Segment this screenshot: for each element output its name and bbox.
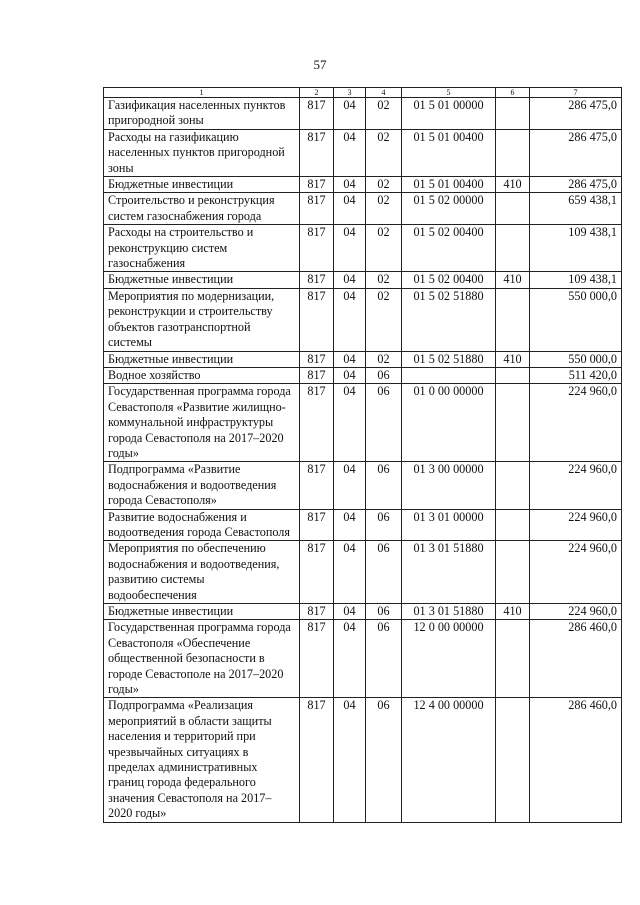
amount: 224 960,0 <box>530 509 622 541</box>
amount: 224 960,0 <box>530 541 622 604</box>
section-code: 04 <box>334 225 366 272</box>
target-article-code: 01 5 01 00400 <box>402 177 496 193</box>
subsection-code: 06 <box>366 509 402 541</box>
target-article-code: 01 3 01 51880 <box>402 604 496 620</box>
table-row <box>104 604 622 620</box>
subsection-code: 06 <box>366 367 402 383</box>
ministry-code: 817 <box>300 509 334 541</box>
target-article-code: 01 3 01 51880 <box>402 541 496 604</box>
header-cell: 2 <box>300 88 334 98</box>
header-cell: 1 <box>104 88 300 98</box>
target-article-code: 01 5 01 00400 <box>402 129 496 176</box>
header-cell: 3 <box>334 88 366 98</box>
amount: 109 438,1 <box>530 225 622 272</box>
row-name: Подпрограмма «Развитие водоснабжения и водоотведения города Севастополя» <box>104 462 300 509</box>
expense-type-code: 410 <box>496 604 530 620</box>
budget-table <box>103 87 622 823</box>
ministry-code: 817 <box>300 698 334 822</box>
table-row <box>104 509 622 541</box>
expense-type-code: 410 <box>496 272 530 288</box>
subsection-code: 02 <box>366 193 402 225</box>
expense-type-code <box>496 288 530 351</box>
page-number: 57 <box>313 57 327 72</box>
row-name: Водное хозяйство <box>104 367 300 383</box>
section-code: 04 <box>334 98 366 130</box>
table-row <box>104 177 622 193</box>
row-name: Мероприятия по обеспечению водоснабжения и водоотведения, развитию системы водообеспечения <box>104 541 300 604</box>
subsection-code: 02 <box>366 177 402 193</box>
header-cell: 4 <box>366 88 402 98</box>
target-article-code: 01 3 00 00000 <box>402 462 496 509</box>
row-name: Государственная программа города Севастополя «Развитие жилищно-коммунальной инфраструктуры города Севастополя на 2017–2020 годы» <box>104 384 300 462</box>
table-body <box>104 98 622 823</box>
section-code: 04 <box>334 272 366 288</box>
amount: 286 460,0 <box>530 698 622 822</box>
expense-type-code <box>496 129 530 176</box>
table-row <box>104 462 622 509</box>
amount: 659 438,1 <box>530 193 622 225</box>
target-article-code: 01 5 02 51880 <box>402 288 496 351</box>
expense-type-code <box>496 225 530 272</box>
subsection-code: 02 <box>366 351 402 367</box>
row-name: Бюджетные инвестиции <box>104 272 300 288</box>
table-row <box>104 225 622 272</box>
section-code: 04 <box>334 288 366 351</box>
ministry-code: 817 <box>300 351 334 367</box>
section-code: 04 <box>334 509 366 541</box>
table-row <box>104 288 622 351</box>
target-article-code: 01 3 01 00000 <box>402 509 496 541</box>
expense-type-code <box>496 98 530 130</box>
ministry-code: 817 <box>300 288 334 351</box>
subsection-code: 06 <box>366 604 402 620</box>
row-name: Государственная программа города Севастополя «Обеспечение общественной безопасности в городе Севастополе на 2017–2020 годы» <box>104 620 300 698</box>
subsection-code: 02 <box>366 288 402 351</box>
row-name: Подпрограмма «Реализация мероприятий в области защиты населения и территорий при чрезвычайных ситуациях в пределах административных границ города федерального значения Севастополя на 2017–2020 годы» <box>104 698 300 822</box>
amount: 224 960,0 <box>530 384 622 462</box>
expense-type-code <box>496 541 530 604</box>
ministry-code: 817 <box>300 384 334 462</box>
target-article-code: 01 5 02 00400 <box>402 225 496 272</box>
section-code: 04 <box>334 177 366 193</box>
ministry-code: 817 <box>300 604 334 620</box>
ministry-code: 817 <box>300 98 334 130</box>
section-code: 04 <box>334 351 366 367</box>
amount: 511 420,0 <box>530 367 622 383</box>
amount: 224 960,0 <box>530 462 622 509</box>
ministry-code: 817 <box>300 129 334 176</box>
row-name: Бюджетные инвестиции <box>104 177 300 193</box>
table-row <box>104 98 622 130</box>
table-row <box>104 367 622 383</box>
row-name: Строительство и реконструкция систем газоснабжения города <box>104 193 300 225</box>
subsection-code: 02 <box>366 225 402 272</box>
target-article-code: 01 5 02 51880 <box>402 351 496 367</box>
table-row <box>104 384 622 462</box>
amount: 286 475,0 <box>530 177 622 193</box>
table-row <box>104 541 622 604</box>
target-article-code: 01 0 00 00000 <box>402 384 496 462</box>
amount: 286 475,0 <box>530 129 622 176</box>
amount: 550 000,0 <box>530 351 622 367</box>
table-row <box>104 272 622 288</box>
subsection-code: 02 <box>366 129 402 176</box>
row-name: Мероприятия по модернизации, реконструкции и строительству объектов газотранспортной системы <box>104 288 300 351</box>
row-name: Расходы на газификацию населенных пунктов пригородной зоны <box>104 129 300 176</box>
expense-type-code: 410 <box>496 351 530 367</box>
expense-type-code: 410 <box>496 177 530 193</box>
target-article-code: 01 5 02 00400 <box>402 272 496 288</box>
row-name: Газификация населенных пунктов пригородной зоны <box>104 98 300 130</box>
row-name: Бюджетные инвестиции <box>104 351 300 367</box>
amount: 550 000,0 <box>530 288 622 351</box>
ministry-code: 817 <box>300 193 334 225</box>
target-article-code: 01 5 02 00000 <box>402 193 496 225</box>
target-article-code: 12 0 00 00000 <box>402 620 496 698</box>
column-number-header <box>104 88 622 98</box>
subsection-code: 02 <box>366 98 402 130</box>
subsection-code: 06 <box>366 541 402 604</box>
target-article-code <box>402 367 496 383</box>
header-cell: 7 <box>530 88 622 98</box>
expense-type-code <box>496 620 530 698</box>
amount: 286 475,0 <box>530 98 622 130</box>
target-article-code: 01 5 01 00000 <box>402 98 496 130</box>
header-cell: 6 <box>496 88 530 98</box>
expense-type-code <box>496 462 530 509</box>
row-name: Расходы на строительство и реконструкцию систем газоснабжения <box>104 225 300 272</box>
table-row <box>104 351 622 367</box>
subsection-code: 06 <box>366 698 402 822</box>
table-row <box>104 129 622 176</box>
subsection-code: 02 <box>366 272 402 288</box>
section-code: 04 <box>334 367 366 383</box>
row-name: Бюджетные инвестиции <box>104 604 300 620</box>
section-code: 04 <box>334 604 366 620</box>
expense-type-code <box>496 384 530 462</box>
table-row <box>104 193 622 225</box>
section-code: 04 <box>334 620 366 698</box>
section-code: 04 <box>334 384 366 462</box>
section-code: 04 <box>334 193 366 225</box>
ministry-code: 817 <box>300 272 334 288</box>
expense-type-code <box>496 367 530 383</box>
section-code: 04 <box>334 129 366 176</box>
target-article-code: 12 4 00 00000 <box>402 698 496 822</box>
header-cell: 5 <box>402 88 496 98</box>
ministry-code: 817 <box>300 541 334 604</box>
section-code: 04 <box>334 462 366 509</box>
expense-type-code <box>496 698 530 822</box>
expense-type-code <box>496 509 530 541</box>
amount: 224 960,0 <box>530 604 622 620</box>
ministry-code: 817 <box>300 620 334 698</box>
amount: 286 460,0 <box>530 620 622 698</box>
subsection-code: 06 <box>366 384 402 462</box>
ministry-code: 817 <box>300 462 334 509</box>
ministry-code: 817 <box>300 367 334 383</box>
row-name: Развитие водоснабжения и водоотведения города Севастополя <box>104 509 300 541</box>
subsection-code: 06 <box>366 620 402 698</box>
table-row <box>104 698 622 822</box>
amount: 109 438,1 <box>530 272 622 288</box>
ministry-code: 817 <box>300 225 334 272</box>
table-row <box>104 620 622 698</box>
expense-type-code <box>496 193 530 225</box>
section-code: 04 <box>334 541 366 604</box>
ministry-code: 817 <box>300 177 334 193</box>
subsection-code: 06 <box>366 462 402 509</box>
section-code: 04 <box>334 698 366 822</box>
